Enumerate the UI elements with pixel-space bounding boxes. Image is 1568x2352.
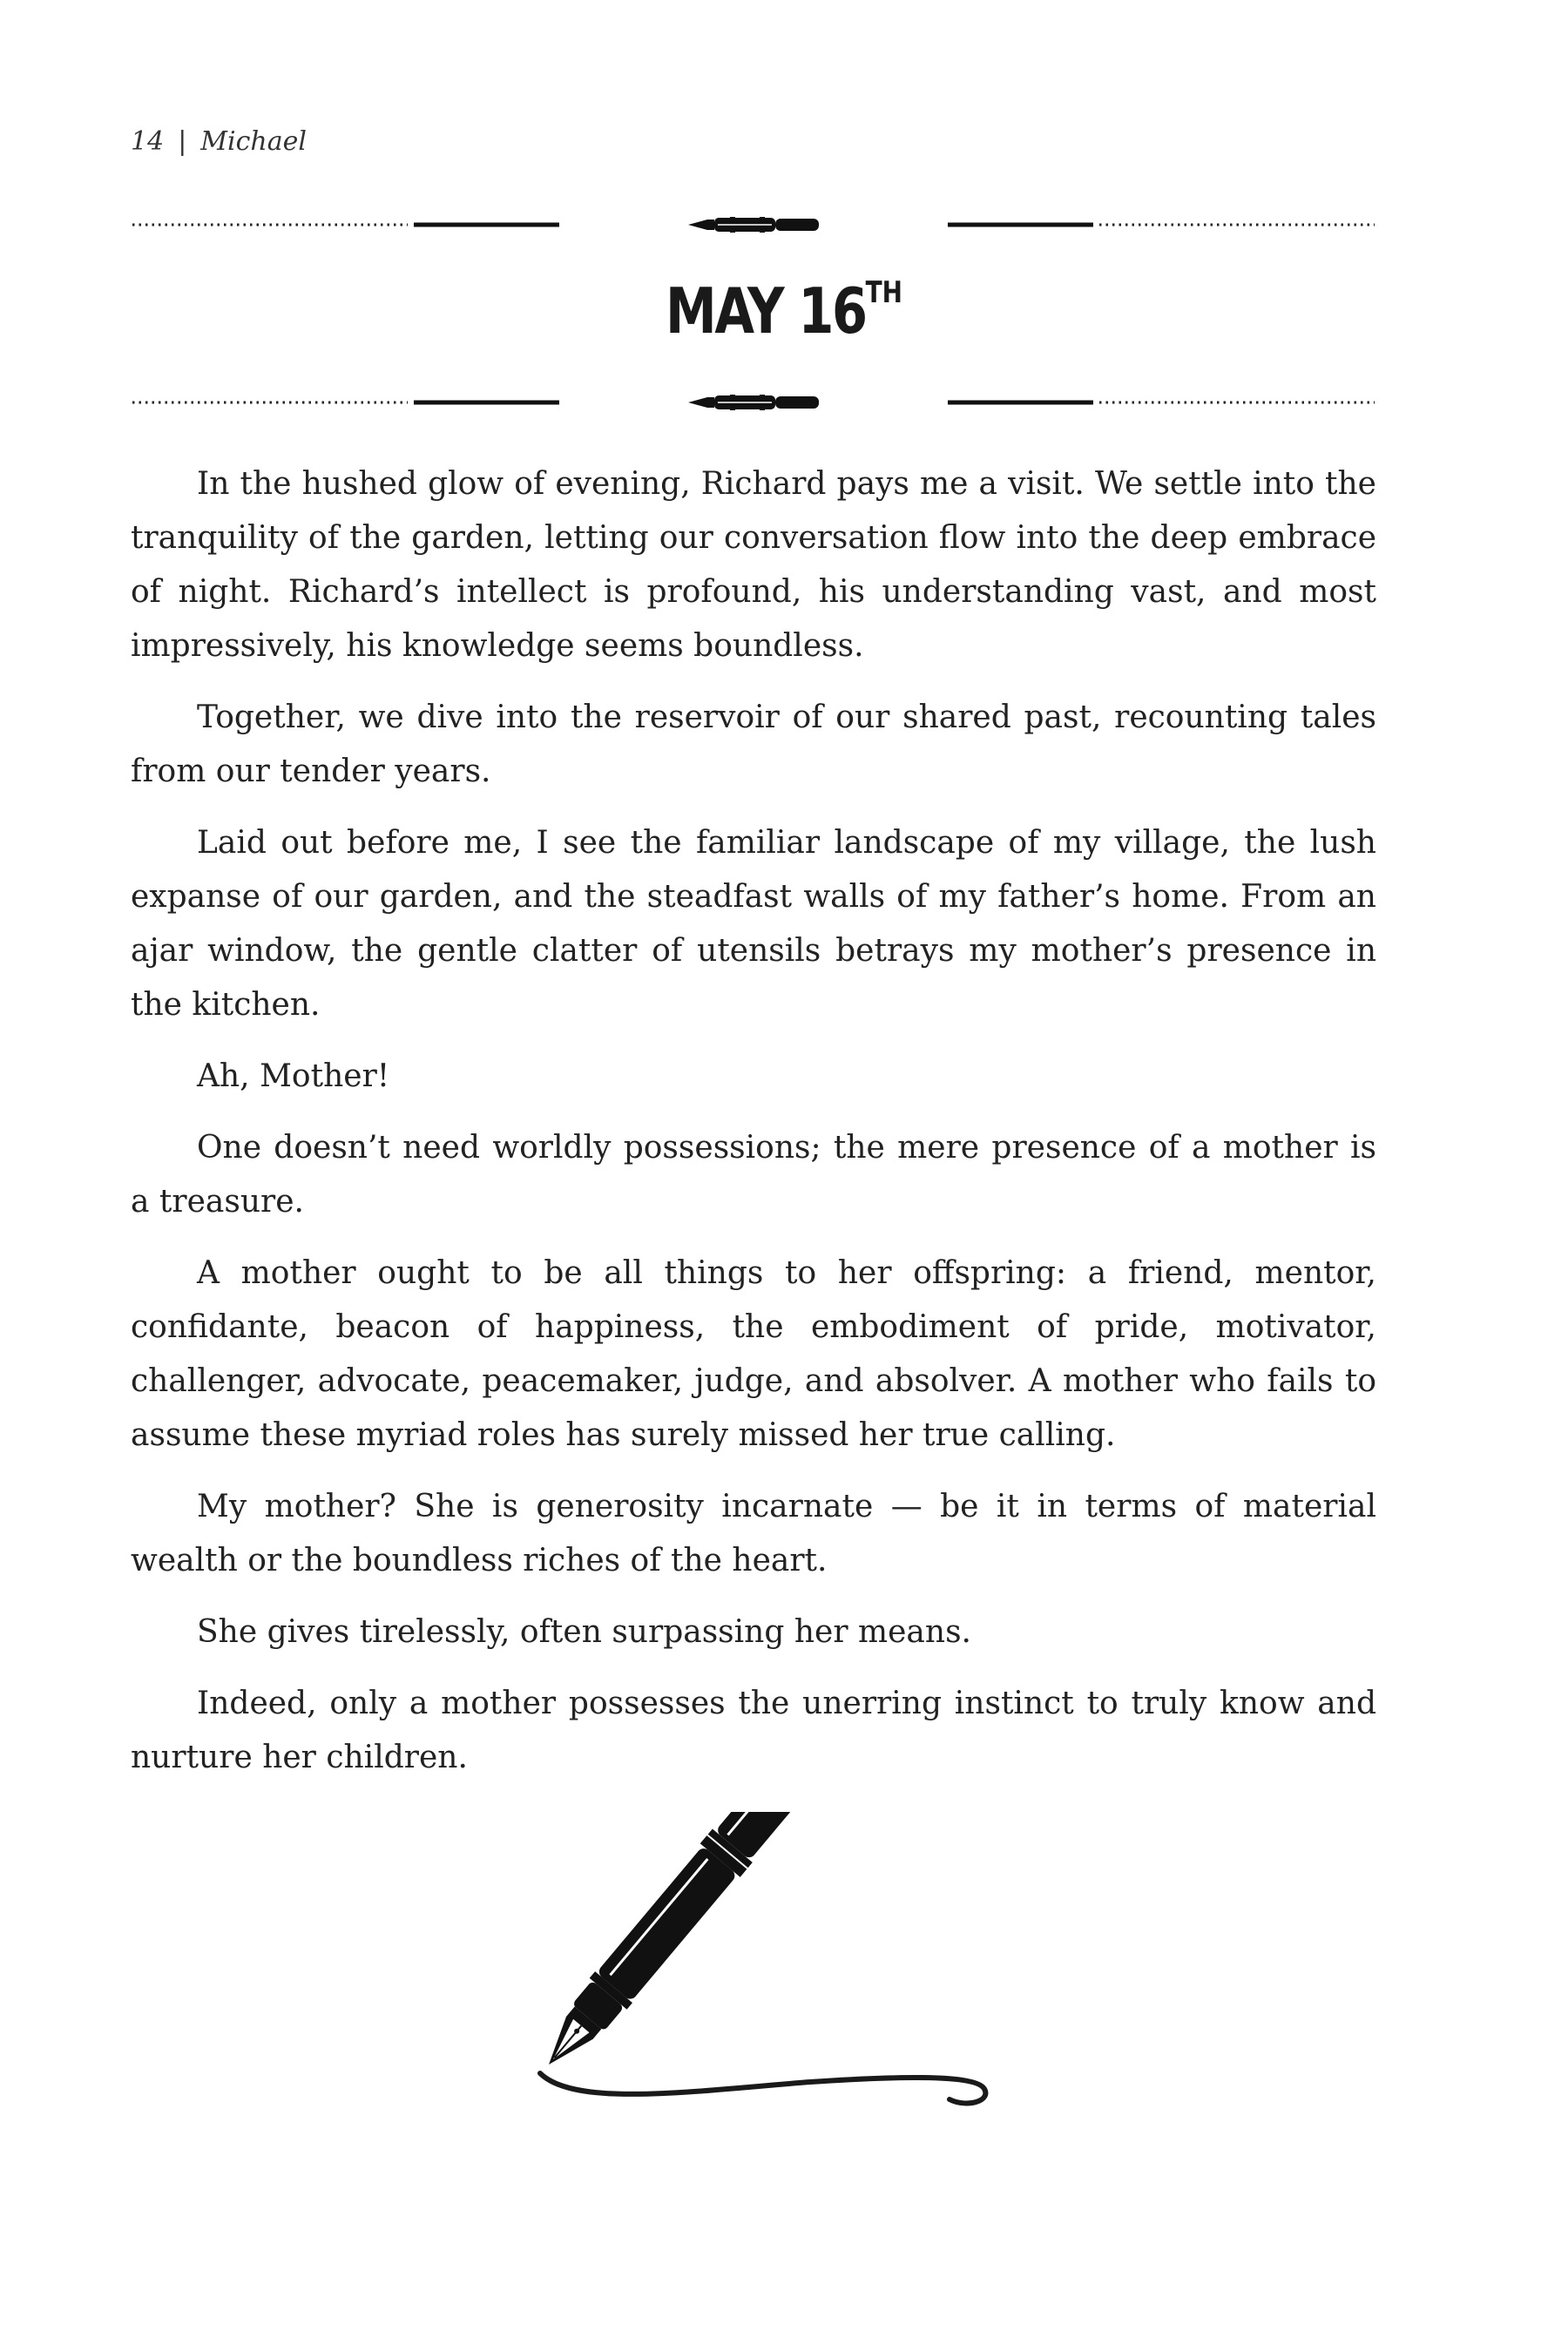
header-separator: | [178,126,187,157]
fountain-pen-icon [688,217,819,233]
paragraph: A mother ought to be all things to her offspring: a friend, mentor, confidante, beacon of happiness, the embodiment of pride, motivator, challenger, advocate, peacemaker, judge, and absolver. A mother who fails to assume these myriad roles has surely missed her true calling. [131,1255,1376,1453]
fountain-pen-signature-icon [523,1812,1010,2130]
entry-title-suffix: TH [865,275,902,310]
running-title: Michael [200,126,307,157]
divider-bottom [131,385,1376,420]
paragraph: Indeed, only a mother possesses the unerring instinct to truly know and nurture her children. [131,1686,1376,1775]
divider-top [131,207,1376,242]
paragraph: One doesn’t need worldly possessions; the mere presence of a mother is a treasure. [131,1130,1376,1220]
fountain-pen-icon [688,395,819,410]
running-header [131,126,307,157]
paragraph: My mother? She is generosity incarnate — be it in terms of material wealth or the boundless riches of the heart. [131,1489,1376,1578]
paragraph: Ah, Mother! [197,1058,390,1094]
page-number: 14 [131,126,165,157]
entry-title [141,274,1427,348]
paragraph: Together, we dive into the reservoir of our shared past, recounting tales from our tender years. [131,700,1376,789]
paragraph: In the hushed glow of evening, Richard pays me a visit. We settle into the tranquility of the garden, letting our conversation flow into the deep embrace of night. Richard’s intellect is profound, his understanding vast, and most impressively, his knowledge seems boundless. [131,466,1376,664]
entry-title-date: MAY 16 [666,274,866,348]
paragraph: She gives tirelessly, often surpassing her means. [197,1614,971,1650]
paragraph: Laid out before me, I see the familiar landscape of my village, the lush expanse of our garden, and the steadfast walls of my father’s home. From an ajar window, the gentle clatter of utensils betrays my mother’s presence in the kitchen. [131,825,1376,1023]
entry-body [131,457,1376,1802]
